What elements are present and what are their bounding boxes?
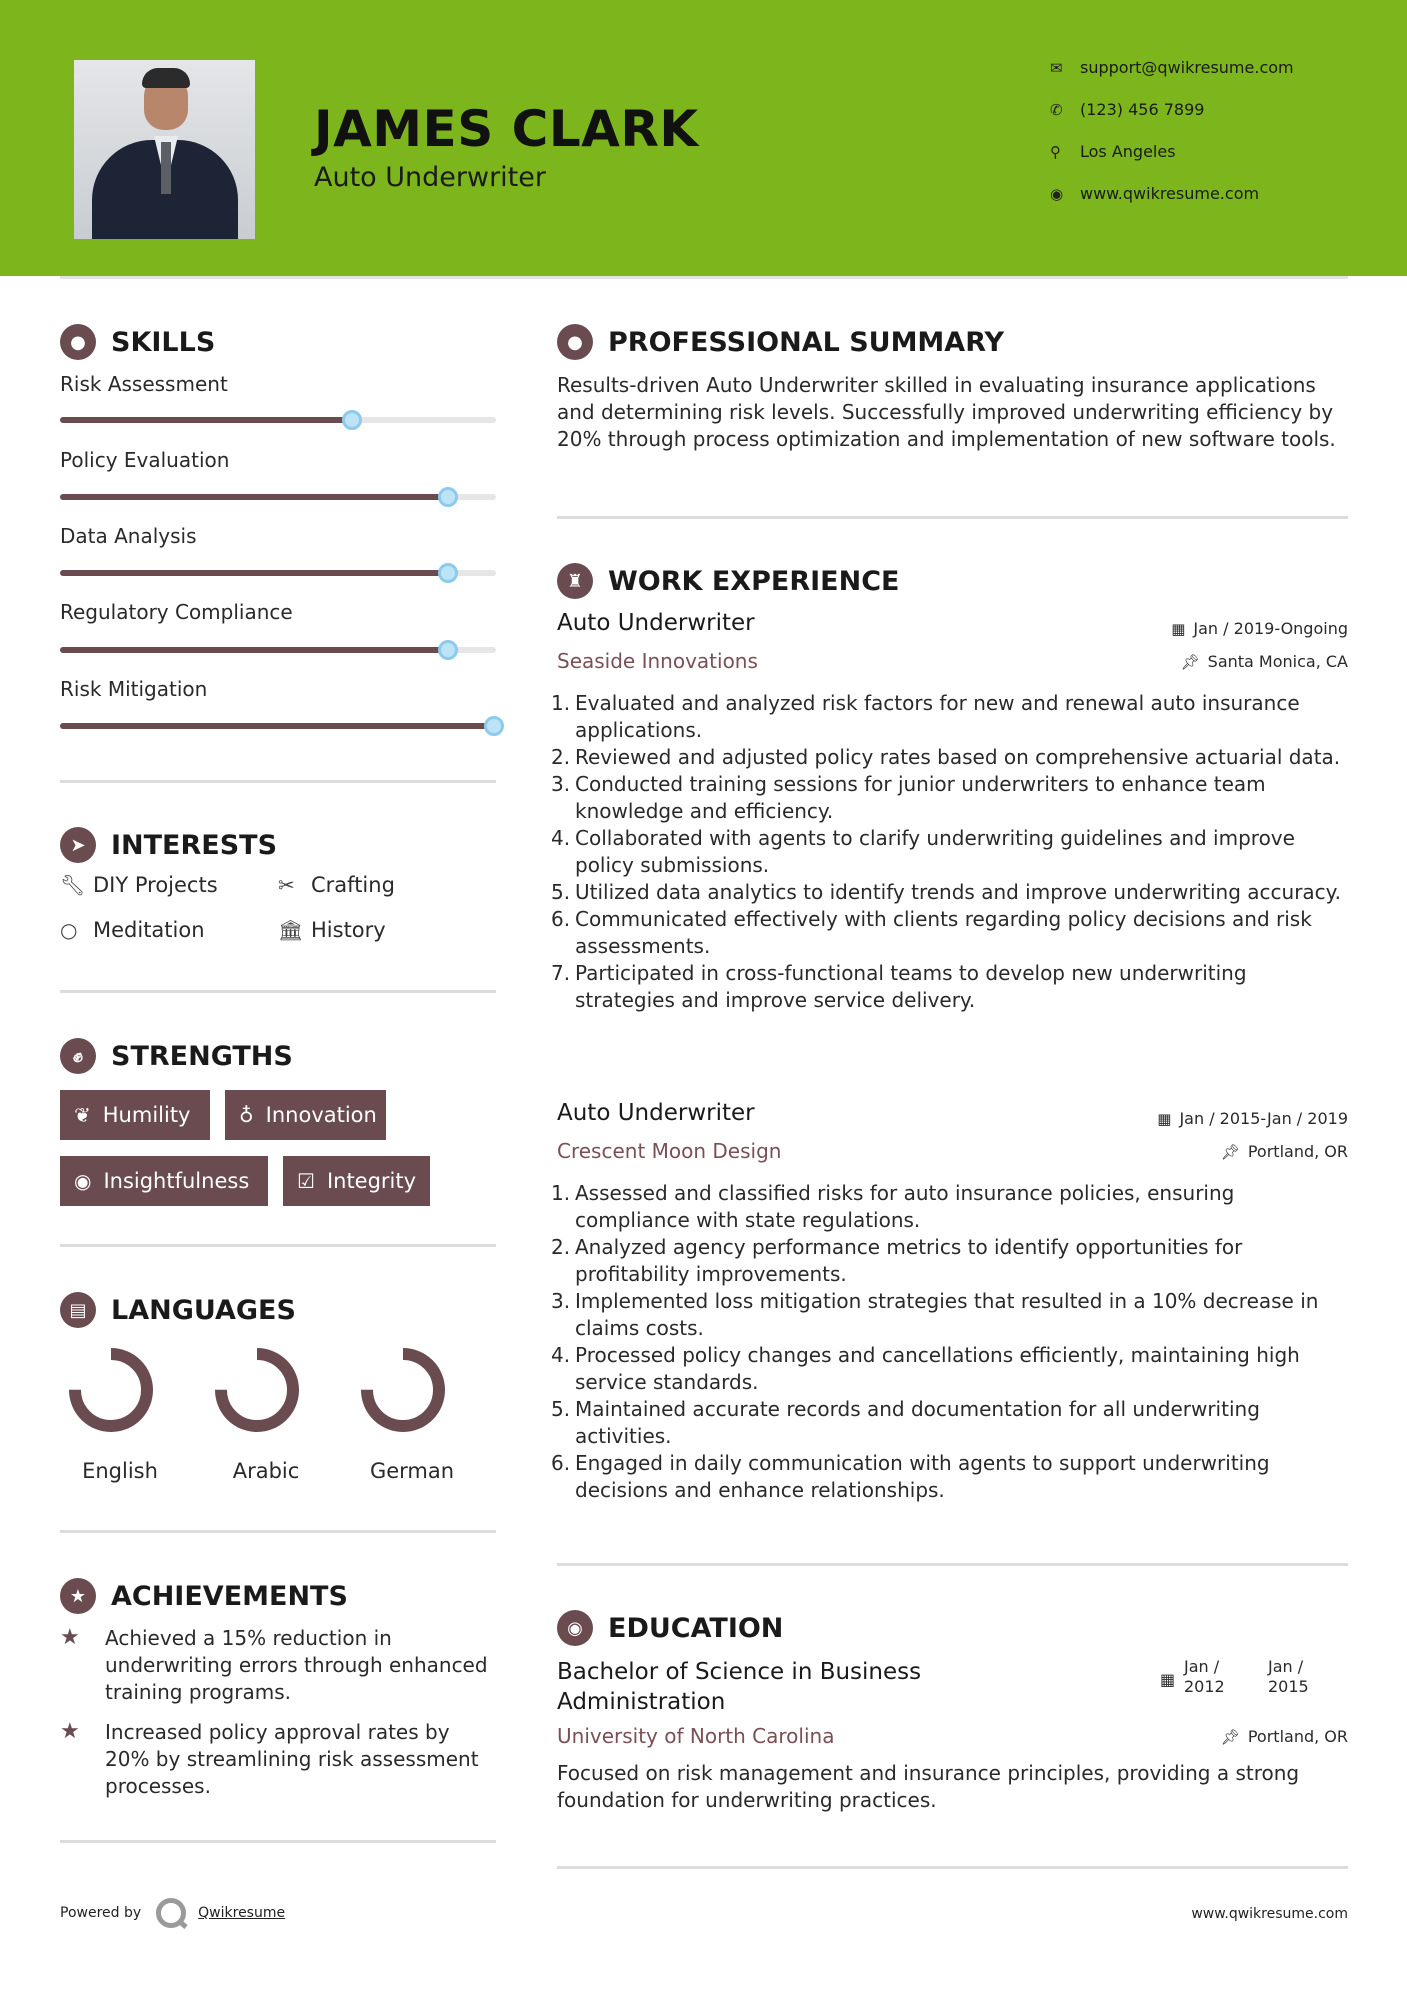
skill-bar (60, 723, 496, 729)
language-label: Arabic (232, 1459, 300, 1483)
language-level-ring (68, 1347, 154, 1433)
list-item: 7. Participated in cross-functional teams to develop new underwriting strategies and improve service delivery. (551, 961, 1247, 1012)
company-name: Crescent Moon Design (557, 1139, 782, 1163)
leaf-icon: ❦ (74, 1103, 91, 1127)
list-item: 5. Maintained accurate records and documentation for all underwriting activities. (551, 1397, 1260, 1448)
achievements-heading: ★ ACHIEVEMENTS (60, 1578, 348, 1614)
chair-icon: ♜ (557, 563, 593, 599)
skill-label: Policy Evaluation (60, 448, 230, 472)
skill-label: Risk Assessment (60, 372, 228, 396)
footer-website-link[interactable]: www.qwikresume.com (1191, 1906, 1348, 1922)
job-date: ▦ Jan / 2019-Ongoing (1171, 619, 1348, 638)
list-item: 5. Utilized data analytics to identify trends and improve underwriting accuracy. (551, 880, 1342, 904)
company-name: Seaside Innovations (557, 649, 758, 673)
calendar-icon: ▦ (1157, 1109, 1172, 1128)
job-responsibilities (551, 1180, 1351, 1504)
scissors-icon: ✂ (278, 873, 295, 897)
language-label: English (82, 1459, 158, 1483)
education-end-date: Jan / 2015 (1268, 1657, 1309, 1696)
qwikresume-logo-icon (156, 1898, 186, 1928)
interest-item: 🔧︎ DIY Projects (60, 873, 218, 897)
header-divider (60, 276, 1348, 279)
job-location: 📌︎ Portland, OR (1220, 1142, 1348, 1161)
candidate-job-title: Auto Underwriter (314, 162, 546, 193)
skill-label: Data Analysis (60, 524, 197, 548)
section-divider (60, 1840, 496, 1843)
candidate-name: JAMES CLARK (314, 100, 699, 158)
map-pin-icon: ⚲ (1050, 142, 1061, 161)
list-item: 4. Processed policy changes and cancellations efficiently, maintaining high service standards. (551, 1343, 1300, 1394)
language-icon: ▤ (60, 1292, 96, 1328)
degree-title: Bachelor of Science in Business Administration (557, 1659, 922, 1715)
contact-website[interactable]: ◉ www.qwikresume.com (1050, 184, 1260, 203)
language-level-ring (360, 1347, 446, 1433)
education-heading: ◉ EDUCATION (557, 1610, 783, 1646)
lightbulb-icon: ● (60, 324, 96, 360)
section-divider (60, 1244, 496, 1247)
section-divider (557, 1866, 1348, 1869)
contact-phone[interactable]: ✆ (123) 456 7899 (1050, 100, 1205, 119)
section-divider (557, 516, 1348, 519)
star-icon: ★ (60, 1578, 96, 1614)
job-title: Auto Underwriter (557, 1100, 755, 1126)
pin-icon: 📌︎ (1180, 652, 1200, 671)
star-icon: ★ (60, 1625, 80, 1650)
language-level-ring (214, 1347, 300, 1433)
lightbulb-icon: ♁ (239, 1103, 254, 1127)
strength-badge: ❦ Humility (60, 1090, 210, 1140)
list-item: 6. Engaged in daily communication with agents to support underwriting decisions and enhance relationships. (551, 1451, 1270, 1502)
skills-heading: ● SKILLS (60, 324, 215, 360)
calendar-icon: ▦ (1160, 1670, 1176, 1689)
phone-icon: ✆ (1050, 100, 1063, 119)
list-item: 6. Communicated effectively with clients regarding policy decisions and risk assessments. (551, 907, 1312, 958)
pin-icon: 📌︎ (1220, 1727, 1240, 1746)
fist-icon: ✊︎ (60, 1038, 96, 1074)
eye-icon: ◉ (74, 1169, 92, 1193)
achievement-item: ★ Increased policy approval rates by 20% by streamlining risk assessment processes. (60, 1719, 479, 1798)
education-start-date: Jan / 2012 (1184, 1657, 1225, 1696)
profile-photo (74, 60, 255, 239)
interests-heading: ➤ INTERESTS (60, 827, 277, 863)
skill-bar (60, 647, 496, 653)
circle-icon: ○ (60, 918, 78, 942)
list-item: 1. Assessed and classified risks for auto insurance policies, ensuring compliance with state regulations. (551, 1181, 1235, 1232)
skill-bar (60, 570, 496, 576)
list-item: 1. Evaluated and analyzed risk factors for new and renewal auto insurance applications. (551, 691, 1300, 742)
work-experience-heading: ♜ WORK EXPERIENCE (557, 563, 899, 599)
list-item: 3. Implemented loss mitigation strategies that resulted in a 10% decrease in claims costs. (551, 1289, 1319, 1340)
skill-bar (60, 494, 496, 500)
paper-plane-icon: ➤ (60, 827, 96, 863)
strength-badge: ☑ Integrity (283, 1156, 430, 1206)
interest-item: 🏛︎ History (278, 918, 386, 942)
language-label: German (369, 1459, 455, 1483)
school-name: University of North Carolina (557, 1724, 835, 1748)
pin-icon: 📌︎ (1220, 1142, 1240, 1161)
star-icon: ★ (60, 1719, 80, 1744)
graduate-icon: ◉ (557, 1610, 593, 1646)
footer-powered-by: Powered by Qwikresume (60, 1898, 285, 1928)
list-item: 3. Conducted training sessions for junior underwriters to enhance team knowledge and efficiency. (551, 772, 1266, 823)
strength-badge: ◉ Insightfulness (60, 1156, 268, 1206)
footer-brand-link[interactable]: Qwikresume (198, 1905, 286, 1921)
skill-bar (60, 417, 496, 423)
section-divider (60, 1530, 496, 1533)
summary-heading: ● PROFESSIONAL SUMMARY (557, 324, 1004, 360)
list-item: 2. Analyzed agency performance metrics to identify opportunities for profitability improvements. (551, 1235, 1243, 1286)
section-divider (60, 990, 496, 993)
skill-label: Regulatory Compliance (60, 600, 293, 624)
checkbox-icon: ☑ (297, 1169, 315, 1193)
user-icon: ● (557, 324, 593, 360)
envelope-icon: ✉ (1050, 58, 1063, 77)
strength-badge: ♁ Innovation (225, 1090, 386, 1140)
interest-item: ✂ Crafting (278, 873, 395, 897)
job-date: ▦ Jan / 2015-Jan / 2019 (1157, 1109, 1348, 1128)
calendar-icon: ▦ (1171, 619, 1186, 638)
strengths-heading: ✊︎ STRENGTHS (60, 1038, 293, 1074)
achievement-item: ★ Achieved a 15% reduction in underwriting errors through enhanced training programs. (60, 1625, 488, 1704)
languages-heading: ▤ LANGUAGES (60, 1292, 296, 1328)
job-location: 📌︎ Santa Monica, CA (1180, 652, 1348, 671)
education-description: Focused on risk management and insurance principles, providing a strong foundation for underwriting practices. (557, 1761, 1300, 1812)
job-title: Auto Underwriter (557, 610, 755, 636)
museum-icon: 🏛︎ (278, 918, 304, 942)
interest-item: ○ Meditation (60, 918, 205, 942)
contact-email[interactable]: ✉ support@qwikresume.com (1050, 58, 1294, 77)
section-divider (60, 780, 496, 783)
wrench-icon: 🔧︎ (60, 873, 86, 897)
skill-label: Risk Mitigation (60, 677, 208, 701)
summary-text: Results-driven Auto Underwriter skilled in evaluating insurance applications and determining risk levels. Successfully improved underwriting efficiency by 20% through process optimization and implementation of new software tools. (557, 373, 1336, 451)
section-divider (557, 1563, 1348, 1566)
job-responsibilities (551, 690, 1351, 1014)
list-item: 2. Reviewed and adjusted policy rates based on comprehensive actuarial data. (551, 745, 1341, 769)
globe-icon: ◉ (1050, 184, 1064, 203)
contact-location: ⚲ Los Angeles (1050, 142, 1176, 161)
list-item: 4. Collaborated with agents to clarify underwriting guidelines and improve policy submissions. (551, 826, 1295, 877)
education-location: 📌︎ Portland, OR (1220, 1727, 1348, 1746)
